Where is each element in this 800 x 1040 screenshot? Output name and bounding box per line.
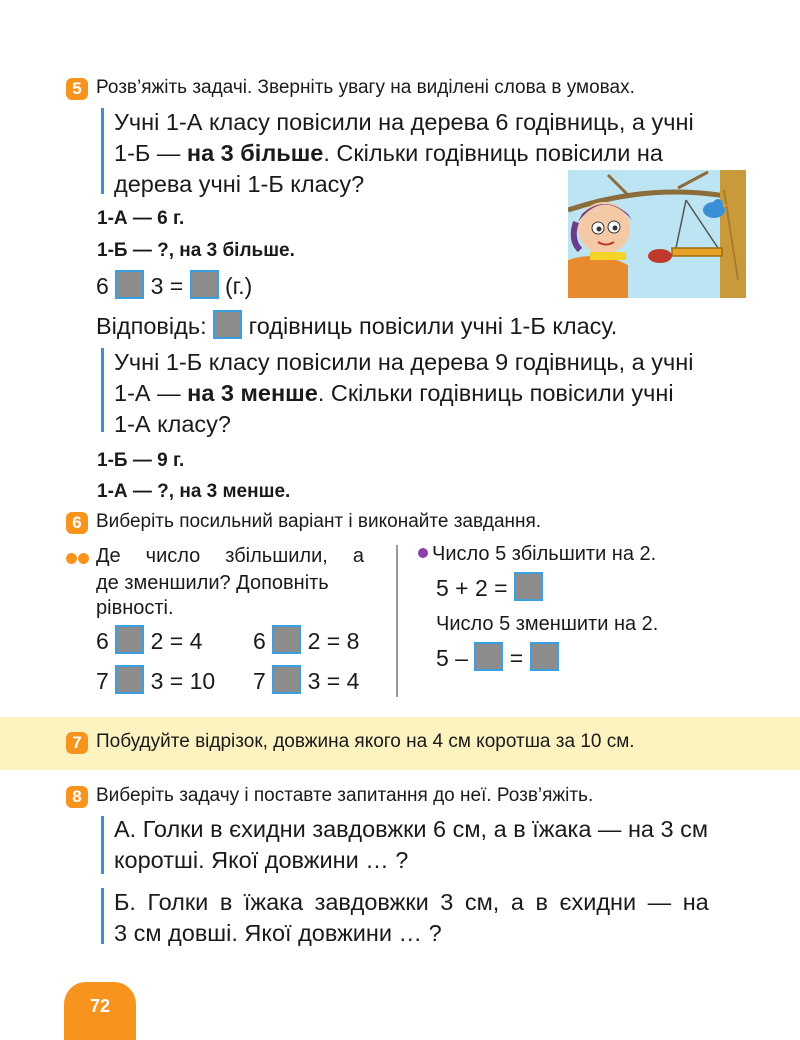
page-number: 72 (89, 996, 111, 1016)
column-divider (396, 545, 398, 697)
task-6-right-line-1 (418, 543, 656, 566)
answer-box[interactable] (190, 270, 219, 299)
condition-1b: 1-Б — ?, на 3 більше. (97, 240, 295, 261)
equality-1-b: 2 = 4 (150, 628, 203, 654)
task-7-badge: 7 (66, 732, 88, 754)
answer-box[interactable] (530, 642, 559, 671)
equality-3-b: 3 = 10 (150, 668, 216, 694)
task-6-badge: 6 (66, 512, 88, 534)
task-5-badge: 5 (66, 78, 88, 100)
task-8-instruction: Виберіть задачу і поставте запитання до неї. Розв’яжіть. (96, 785, 594, 806)
task-6-left-w1: Де (96, 545, 121, 567)
problem-1-emphasis: на 3 більше (186, 140, 324, 166)
answer-box[interactable] (213, 310, 242, 339)
task-6-instruction: Виберіть посильний варіант і виконайте завдання. (96, 511, 542, 532)
equality-3 (96, 665, 215, 695)
girl-feeder-illustration (568, 170, 746, 298)
variant-a-line-2: коротші. Якої довжини … ? (114, 847, 409, 873)
problem-1-line-2-a: 1-Б — (114, 140, 187, 166)
problem-2-line-1: Учні 1-Б класу повісили на дерева 9 годівниць, а учні (114, 349, 694, 375)
equation-5 (96, 270, 252, 300)
task-6-left-text (96, 543, 364, 619)
equality-1 (96, 625, 202, 655)
condition-1a: 1-А — 6 г. (97, 208, 185, 229)
equation-5-unit: (г.) (224, 273, 253, 299)
task-6-left-w4: а (352, 545, 364, 567)
answer-text: годівниць повісили учні 1-Б класу. (248, 313, 618, 339)
task-6-right-text-1: Число 5 збільшити на 2. (432, 543, 657, 565)
answer-box[interactable] (514, 572, 543, 601)
task-6-left-line-2: де зменшили? Доповніть (96, 572, 329, 594)
right-equation-1-text: 5 + 2 = (436, 575, 508, 601)
equality-2-b: 2 = 8 (307, 628, 360, 654)
variant-a-line-1: А. Голки в єхидни завдовжки 6 см, а в їжака — на 3 см (114, 816, 709, 842)
equality-4-b: 3 = 4 (307, 668, 360, 694)
equality-2 (253, 625, 359, 655)
difficulty-one-dot-icon (418, 548, 428, 558)
task-8-badge: 8 (66, 786, 88, 808)
task-6-left-line-3: рівності. (96, 597, 174, 619)
difficulty-two-dots-icon (66, 551, 90, 569)
sign-box[interactable] (115, 625, 144, 654)
sign-box[interactable] (272, 625, 301, 654)
sign-box[interactable] (115, 665, 144, 694)
condition-2a: 1-А — ?, на 3 менше. (97, 481, 291, 502)
problem-1-line-1: Учні 1-А класу повісили на дерева 6 годівниць, а учні (114, 109, 694, 135)
equation-5-a: 6 (96, 273, 109, 299)
equality-2-a: 6 (253, 628, 266, 654)
problem-2-emphasis: на 3 менше (187, 380, 318, 406)
problem-1-bar (101, 108, 104, 194)
right-equation-2 (436, 642, 559, 672)
equality-3-a: 7 (96, 668, 109, 694)
task-6-left-w3: збільшили, (225, 545, 328, 567)
problem-1-line-2-c: . Скільки годівниць повісили на (323, 140, 663, 166)
equality-4 (253, 665, 359, 695)
answer-box[interactable] (474, 642, 503, 671)
problem-2-bar (101, 348, 104, 432)
answer-box[interactable] (115, 270, 144, 299)
problem-1-line-3: дерева учні 1-Б класу? (114, 171, 365, 197)
variant-b-line-1-text: Б. Голки в їжака завдовжки 3 см, а в єхидни — на (114, 889, 709, 915)
variant-b-bar (101, 888, 104, 944)
variant-b-line-2: 3 см довші. Якої довжини … ? (114, 920, 442, 946)
equality-1-a: 6 (96, 628, 109, 654)
task-5-instruction: Розв’яжіть задачі. Зверніть увагу на виділені слова в умовах. (96, 77, 635, 98)
variant-b-line-1 (114, 887, 744, 918)
problem-2-line-2-c: . Скільки годівниць повісили учні (317, 380, 674, 406)
variant-a-bar (101, 816, 104, 874)
right-equation-2-b: = (509, 645, 524, 671)
task-6-left-line-1 (96, 543, 364, 570)
task-6-left-w2: число (145, 545, 201, 567)
condition-2b: 1-Б — 9 г. (97, 450, 185, 471)
task-6-right-line-2: Число 5 зменшити на 2. (436, 613, 659, 635)
equality-4-a: 7 (253, 668, 266, 694)
right-equation-1 (436, 572, 543, 602)
problem-2-line-2 (114, 378, 674, 409)
answer-line (96, 310, 617, 342)
sign-box[interactable] (272, 665, 301, 694)
problem-2-line-3: 1-А класу? (114, 411, 231, 437)
answer-label: Відповідь: (96, 313, 207, 339)
equation-5-b: 3 = (150, 273, 184, 299)
problem-1-line-2 (114, 138, 663, 169)
task-7-instruction: Побудуйте відрізок, довжина якого на 4 см коротша за 10 см. (96, 731, 635, 752)
right-equation-2-a: 5 – (436, 645, 468, 671)
problem-2-line-2-a: 1-А — (114, 380, 188, 406)
